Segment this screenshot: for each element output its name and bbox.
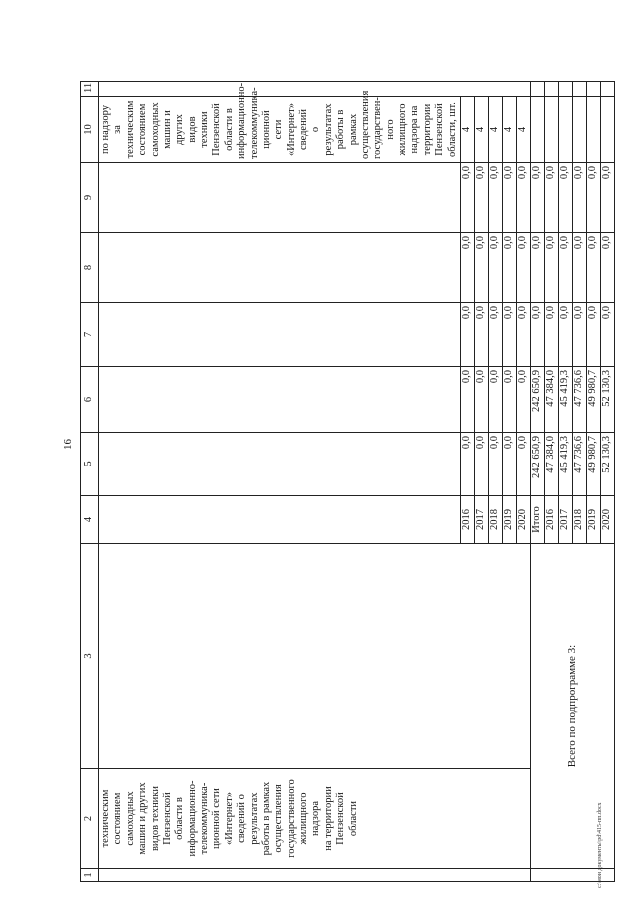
value-cell: 0,0	[586, 163, 600, 233]
indicator-description: по надзору за техническим состоянием самоходных машин и других видов техники Пензенской области в информационно- телекоммуника- ционной сети «Интернет» сведений о результатах работы в рамках осуществления государствен- ного жилищного надзора на территории Пензенской области, шт.	[99, 97, 461, 163]
column-header: 6	[81, 367, 99, 433]
value-cell: 0,0	[516, 233, 530, 303]
subprogram-total-label: Всего по подпрограмме 3:	[530, 544, 614, 869]
cell-empty	[558, 82, 572, 97]
year-cell: 2018	[488, 496, 502, 544]
year-cell: 2020	[600, 496, 614, 544]
value-cell: 49 980,7	[586, 367, 600, 433]
value-cell: 47 384,0	[544, 433, 558, 496]
value-cell: 0,0	[544, 163, 558, 233]
value-cell: 47 736,6	[572, 367, 586, 433]
value-cell: 0,0	[488, 303, 502, 367]
value-cell: 0,0	[474, 233, 488, 303]
year-cell: 2016	[544, 496, 558, 544]
value-cell: 47 384,0	[544, 367, 558, 433]
value-cell: 0,0	[460, 233, 474, 303]
value-cell: 0,0	[586, 233, 600, 303]
value-cell: 0,0	[460, 303, 474, 367]
value-cell: 0,0	[558, 233, 572, 303]
value-cell: 0,0	[474, 163, 488, 233]
value-cell: 0,0	[502, 303, 516, 367]
value-cell: 0,0	[558, 303, 572, 367]
value-cell: 0,0	[600, 163, 614, 233]
cell-empty	[586, 82, 600, 97]
value-cell: 0,0	[474, 303, 488, 367]
value-cell: 0,0	[488, 433, 502, 496]
value-cell: 0,0	[488, 163, 502, 233]
cell-empty	[600, 97, 614, 163]
year-cell: Итого	[530, 496, 544, 544]
measure-description: техническим состоянием самоходных машин и других видов техники Пензенской области в информационно- телекоммуника- ционной сети «Интернет» сведений о результатах работы в рамках осуществления государственного жилищного надзора на территории Пензенской области	[99, 769, 531, 869]
cell-empty	[530, 97, 544, 163]
cell-col1	[530, 869, 614, 882]
cell-empty	[99, 367, 461, 433]
column-header: 1	[81, 869, 99, 882]
cell-empty	[99, 496, 461, 544]
program-table	[80, 81, 615, 882]
value-cell: 0,0	[488, 367, 502, 433]
cell-empty	[600, 82, 614, 97]
cell-empty	[558, 97, 572, 163]
cell-empty	[544, 82, 558, 97]
cell-executor	[99, 544, 531, 769]
value-cell: 0,0	[474, 433, 488, 496]
value-cell: 242 650,9	[530, 367, 544, 433]
year-cell: 2016	[460, 496, 474, 544]
value-cell: 0,0	[572, 163, 586, 233]
value-cell: 45 419,3	[558, 367, 572, 433]
year-cell: 2017	[474, 496, 488, 544]
value-cell: 0,0	[460, 433, 474, 496]
cell-col11	[99, 82, 531, 97]
value-cell: 49 980,7	[586, 433, 600, 496]
value-cell: 0,0	[502, 233, 516, 303]
year-cell: 2020	[516, 496, 530, 544]
cell-empty	[530, 82, 544, 97]
column-header: 9	[81, 163, 99, 233]
cell-empty	[572, 82, 586, 97]
cell-col1	[99, 869, 531, 882]
value-cell: 0,0	[502, 367, 516, 433]
cell-empty	[544, 97, 558, 163]
file-path-footer: c:\мои документы\pd\415-пп.docx	[597, 802, 603, 888]
column-header: 8	[81, 233, 99, 303]
value-cell: 52 130,3	[600, 367, 614, 433]
measure-description-row	[99, 82, 461, 882]
value-cell: 0,0	[530, 233, 544, 303]
value-cell: 0,0	[502, 433, 516, 496]
value-cell: 0,0	[586, 303, 600, 367]
year-cell: 2018	[572, 496, 586, 544]
total-row	[530, 82, 544, 882]
column-header: 11	[81, 82, 99, 97]
indicator-value: 4	[516, 97, 530, 163]
value-cell: 0,0	[572, 233, 586, 303]
value-cell: 0,0	[516, 367, 530, 433]
value-cell: 0,0	[600, 303, 614, 367]
value-cell: 0,0	[516, 303, 530, 367]
value-cell: 0,0	[474, 367, 488, 433]
value-cell: 52 130,3	[600, 433, 614, 496]
column-header: 7	[81, 303, 99, 367]
year-cell: 2017	[558, 496, 572, 544]
column-header: 5	[81, 433, 99, 496]
year-cell: 2019	[502, 496, 516, 544]
value-cell: 0,0	[544, 233, 558, 303]
value-cell: 0,0	[600, 233, 614, 303]
value-cell: 0,0	[488, 233, 502, 303]
cell-empty	[99, 233, 461, 303]
indicator-value: 4	[474, 97, 488, 163]
value-cell: 0,0	[460, 367, 474, 433]
column-header: 2	[81, 769, 99, 869]
cell-empty	[99, 433, 461, 496]
value-cell: 0,0	[530, 163, 544, 233]
column-header: 3	[81, 544, 99, 769]
value-cell: 47 736,6	[572, 433, 586, 496]
year-cell: 2019	[586, 496, 600, 544]
value-cell: 0,0	[516, 433, 530, 496]
value-cell: 0,0	[502, 163, 516, 233]
header-row	[81, 82, 99, 882]
value-cell: 0,0	[530, 303, 544, 367]
value-cell: 0,0	[516, 163, 530, 233]
indicator-value: 4	[502, 97, 516, 163]
cell-empty	[99, 163, 461, 233]
cell-empty	[99, 303, 461, 367]
column-header: 4	[81, 496, 99, 544]
value-cell: 45 419,3	[558, 433, 572, 496]
value-cell: 0,0	[544, 303, 558, 367]
column-header: 10	[81, 97, 99, 163]
cell-empty	[572, 97, 586, 163]
value-cell: 242 650,9	[530, 433, 544, 496]
page-number: 16	[62, 439, 74, 450]
value-cell: 0,0	[572, 303, 586, 367]
cell-empty	[586, 97, 600, 163]
indicator-value: 4	[488, 97, 502, 163]
value-cell: 0,0	[558, 163, 572, 233]
value-cell: 0,0	[460, 163, 474, 233]
indicator-value: 4	[460, 97, 474, 163]
